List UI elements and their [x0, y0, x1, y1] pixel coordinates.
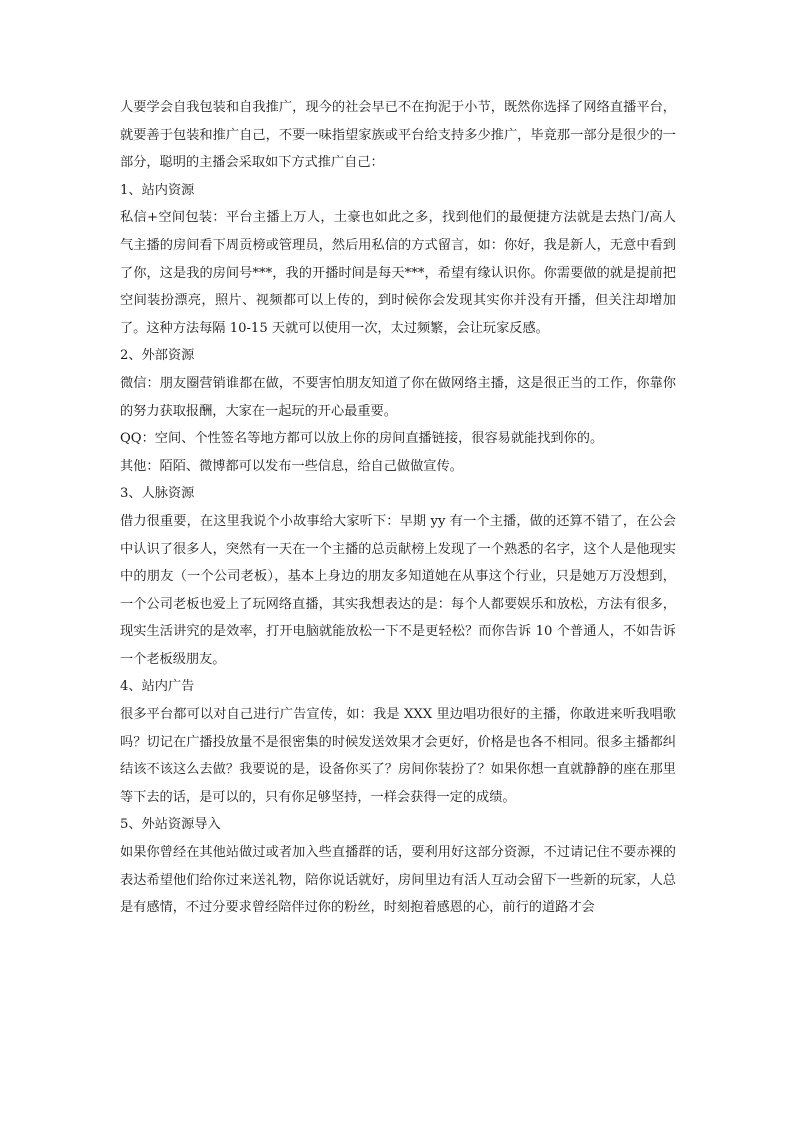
- intro-paragraph: 人要学会自我包装和自我推广，现今的社会早已不在拘泥于小节，既然你选择了网络直播平台，就要善于包装和推广自己，不要一味指望家族或平台给支持多少推广，毕竟那一部分是很少的一部分，聪明的主播会采取如下方式推广自己：: [120, 100, 676, 171]
- section-3-paragraph-1: 借力很重要，在这里我说个小故事给大家听下：早期 yy 有一个主播，做的还算不错了，在公会中认识了很多人，突然有一天在一个主播的总贡献榜上发现了一个熟悉的名字，这个人是他现实中的朋友（一个公司老板），基本上身边的朋友多知道她在从事这个行业，只是她万万没想到，一个公司老板也爱上了玩网络直播，其实我想表达的是：每个人都要娱乐和放松，方法有很多，现实生活讲究的是效率，打开电脑就能放松一下不是更轻松？而你告诉 10 个普通人，不如告诉一个老板级朋友。: [120, 513, 676, 667]
- section-2-paragraph-3: 其他：陌陌、微博都可以发布一些信息，给自己做做宣传。: [120, 458, 463, 474]
- section-heading-5: 5、外站资源导入: [120, 817, 221, 833]
- section-heading-3: 3、人脉资源: [120, 486, 195, 502]
- section-heading-1: 1、站内资源: [120, 182, 195, 198]
- section-heading-4: 4、站内广告: [120, 679, 195, 695]
- document-body: [120, 94, 676, 922]
- section-1-paragraph-1: 私信+空间包装：平台主播上万人，土豪也如此之多，找到他们的最便捷方法就是去热门/高人气主播的房间看下周贡榜或管理员，然后用私信的方式留言，如：你好，我是新人，无意中看到了你，这是我的房间号***，我的开播时间是每天***，希望有缘认识你。你需要做的就是提前把空间装扮漂亮，照片、视频都可以上传的，到时候你会发现其实你并没有开播，但关注却增加了。这种方法每隔 10-15 天就可以使用一次，太过频繁，会让玩家反感。: [120, 210, 676, 336]
- section-heading-2: 2、外部资源: [120, 348, 195, 364]
- section-2-paragraph-1: 微信：朋友圈营销谁都在做，不要害怕朋友知道了你在做网络主播，这是很正当的工作，你靠你的努力获取报酬，大家在一起玩的开心最重要。: [120, 375, 676, 419]
- section-2-paragraph-2: QQ：空间、个性签名等地方都可以放上你的房间直播链接，很容易就能找到你的。: [120, 431, 604, 447]
- section-5-paragraph-1: 如果你曾经在其他站做过或者加入些直播群的话，要利用好这部分资源，不过请记住不要赤裸的表达希望他们给你过来送礼物，陪你说话就好，房间里边有活人互动会留下一些新的玩家，人总是有感情，不过分要求曾经陪伴过你的粉丝，时刻抱着感恩的心，前行的道路才会: [120, 845, 676, 916]
- section-4-paragraph-1: 很多平台都可以对自己进行广告宣传，如：我是 XXX 里边唱功很好的主播，你敢进来听我唱歌吗？切记在广播投放量不是很密集的时候发送效果才会更好，价格是也各不相同。很多主播都纠结该不该这么去做？我要说的是，设备你买了？房间你装扮了？如果你想一直就静静的座在那里等下去的话，是可以的，只有你足够坚持，一样会获得一定的成绩。: [120, 707, 676, 805]
